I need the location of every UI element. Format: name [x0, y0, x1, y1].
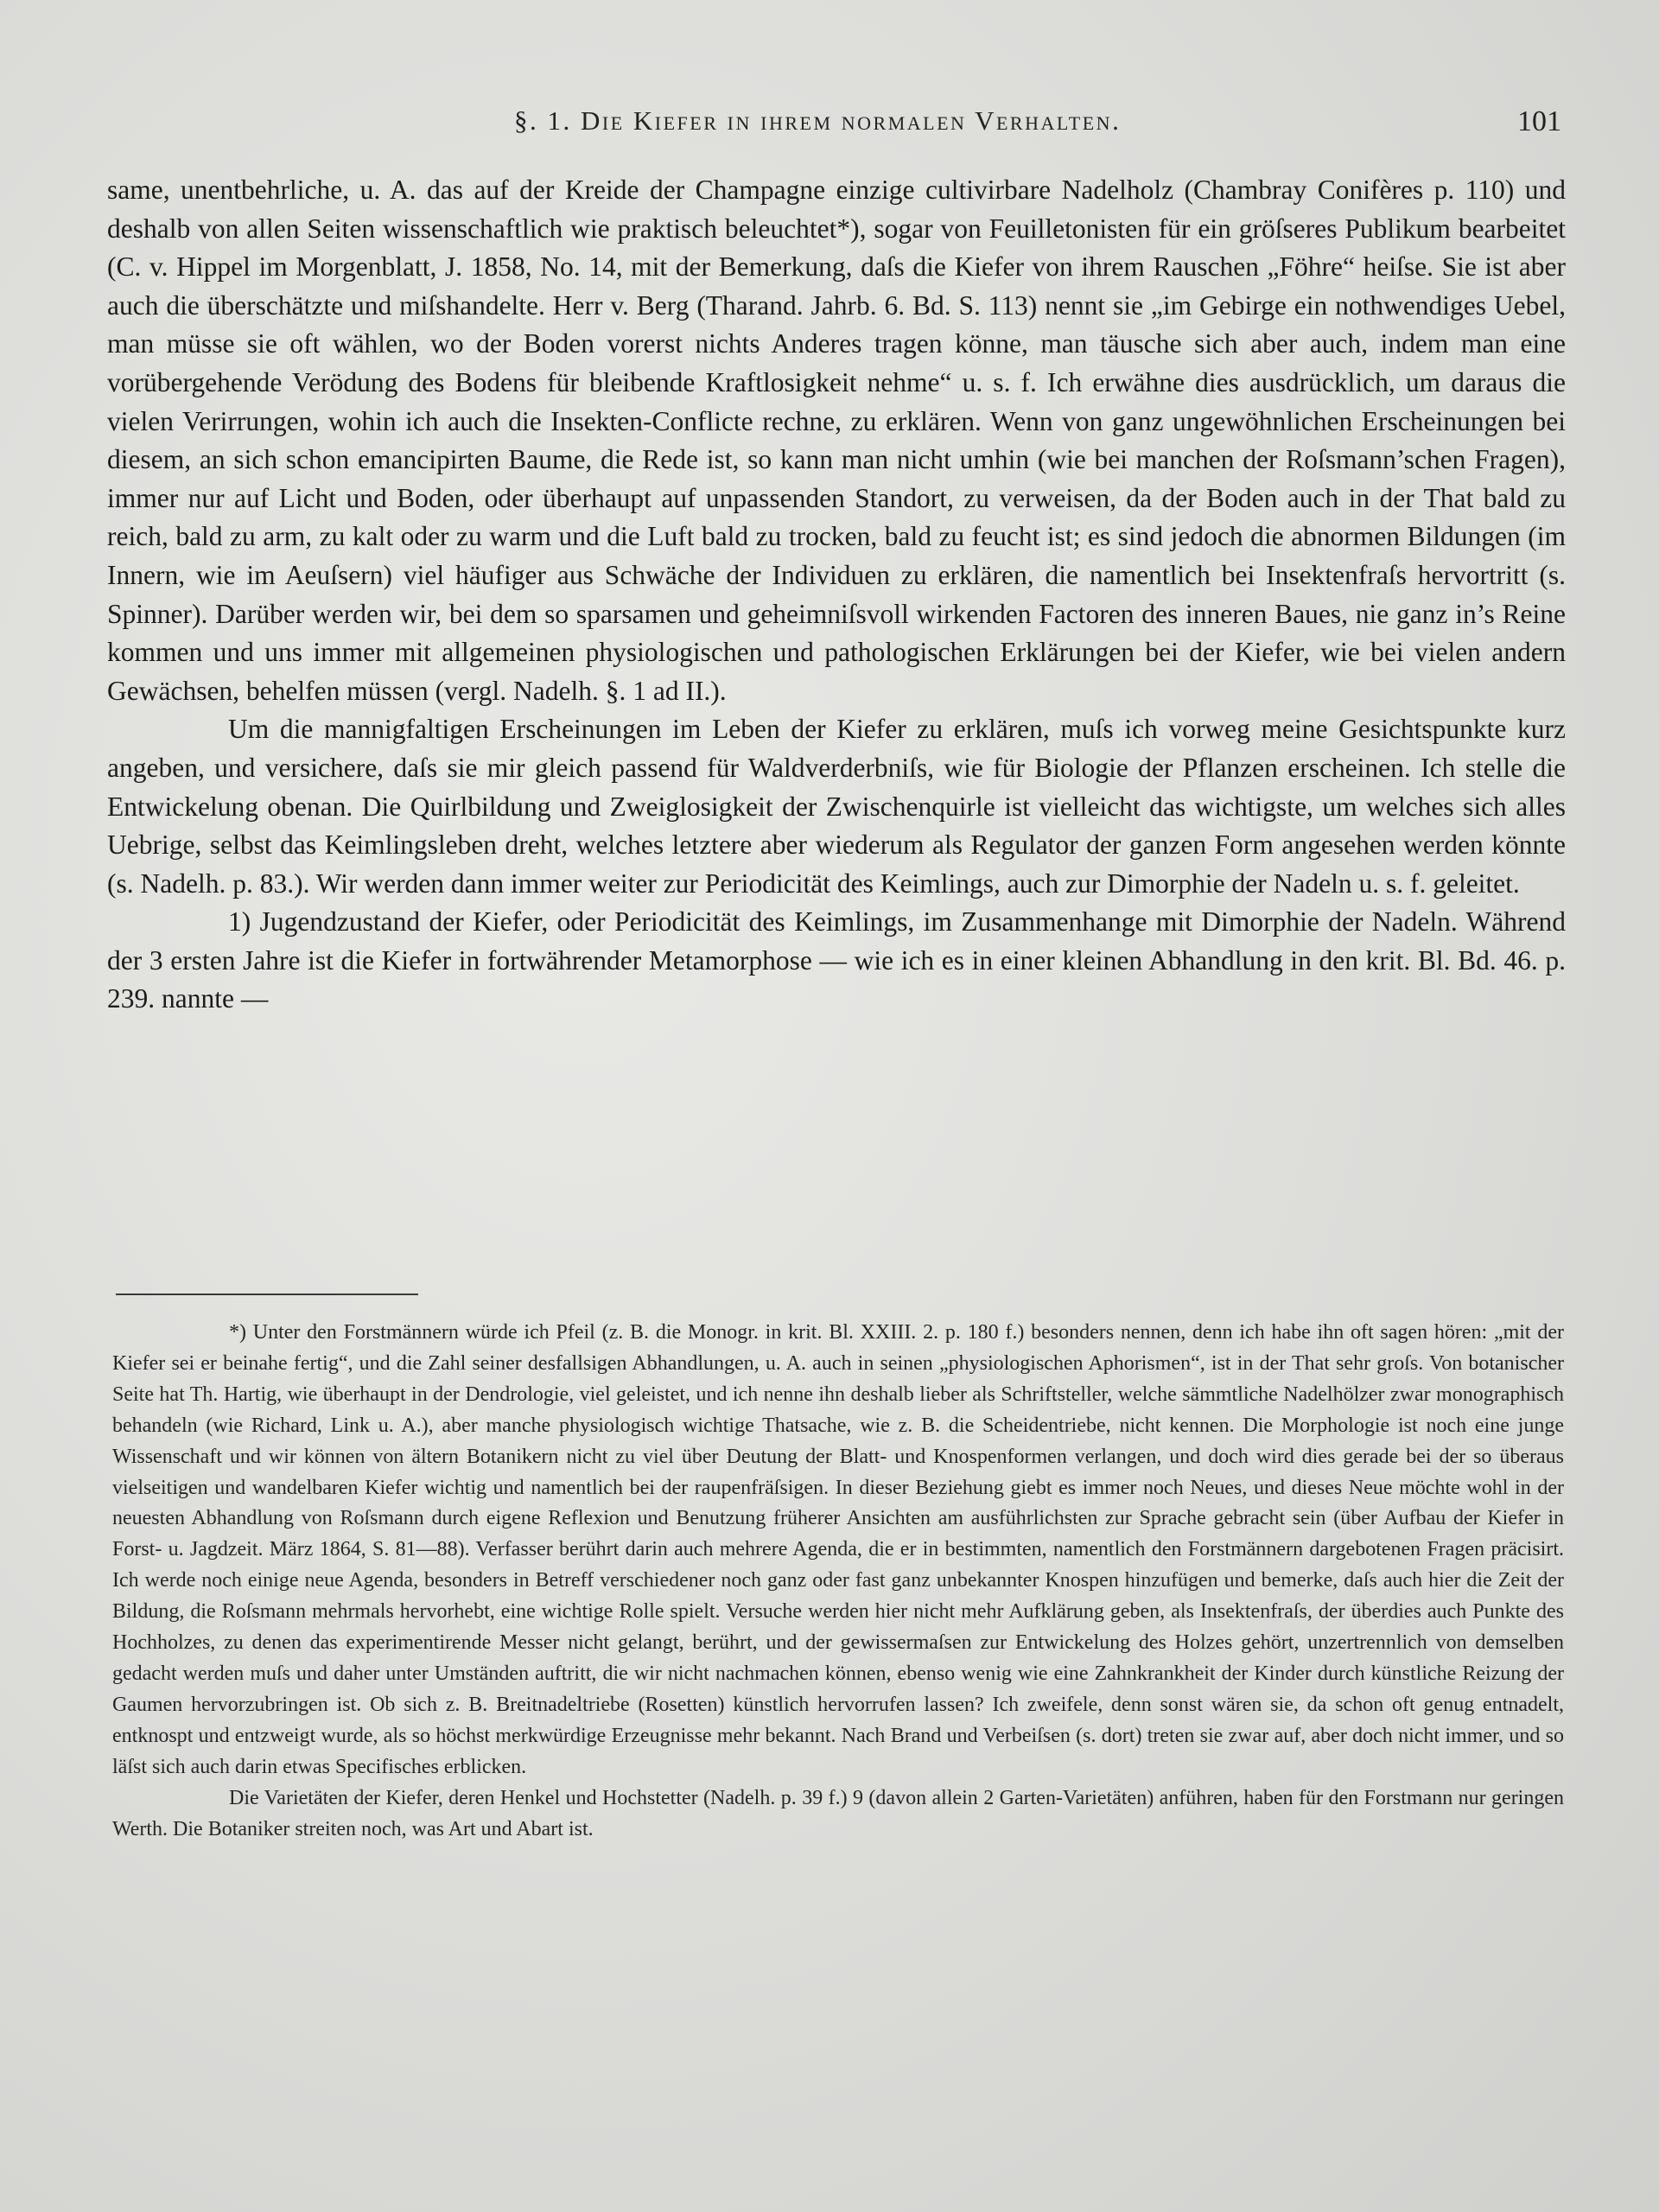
footnotes	[112, 1318, 1564, 1845]
paragraph: Um die mannigfaltigen Erscheinungen im Leben der Kiefer zu erklären, muſs ich vorweg meine Gesichtspunkte kurz angeben, und versichere, daſs sie mir gleich passend für Waldverderbniſs, wie für Biologie der Pflanzen erscheinen. Ich stelle die Entwickelung obenan. Die Quirlbildung und Zweiglosigkeit der Zwischenquirle ist vielleicht das wichtigste, um welches sich alles Uebrige, selbst das Keimlingsleben dreht, welches letztere aber wiederum als Regulator der ganzen Form angesehen werden könnte (s. Nadelh. p. 83.). Wir werden dann immer weiter zur Periodicität des Keimlings, auch zur Dimorphie der Nadeln u. s. f. geleitet.	[107, 714, 1566, 899]
footnote-paragraph: Die Varietäten der Kiefer, deren Henkel und Hochstetter (Nadelh. p. 39 f.) 9 (davon allein 2 Garten-Varietäten) anführen, haben für den Forstmann nur geringen Werth. Die Botaniker streiten noch, was Art und Abart ist.	[112, 1786, 1564, 1840]
paragraph: 1) Jugendzustand der Kiefer, oder Periodicität des Keimlings, im Zusammenhange mit Dimorphie der Nadeln. Während der 3 ersten Jahre ist die Kiefer in fortwährender Metamorphose — wie ich es in einer kleinen Abhandlung in den krit. Bl. Bd. 46. p. 239. nannte —	[107, 906, 1566, 1014]
page-number: 101	[1517, 105, 1561, 137]
running-head: §. 1. Die Kiefer in ihrem normalen Verhalten.	[514, 105, 1122, 136]
footnote-divider	[116, 1294, 418, 1295]
page-header	[0, 105, 1659, 149]
paragraph: same, unentbehrliche, u. A. das auf der Kreide der Champagne einzige cultivirbare Nadelholz (Chambray Conifères p. 110) und deshalb von allen Seiten wissenschaftlich wie praktisch beleuchtet*), sogar von Feuilletonisten für ein gröſseres Publikum bearbeitet (C. v. Hippel im Morgenblatt, J. 1858, No. 14, mit der Bemerkung, daſs die Kiefer von ihrem Rauschen „Föhre“ heiſse. Sie ist aber auch die überschätzte und miſshandelte. Herr v. Berg (Tharand. Jahrb. 6. Bd. S. 113) nennt sie „im Gebirge ein nothwendiges Uebel, man müsse sie oft wählen, wo der Boden vorerst nichts Anderes tragen könne, man täusche sich aber auch, indem man eine vorübergehende Verödung des Bodens für bleibende Kraftlosigkeit nehme“ u. s. f. Ich erwähne dies ausdrücklich, um daraus die vielen Verirrungen, wohin ich auch die Insekten-Conflicte rechne, zu erklären. Wenn von ganz ungewöhnlichen Erscheinungen bei diesem, an sich schon emancipirten Baume, die Rede ist, so kann man nicht umhin (wie bei manchen der Roſsmann’schen Fragen), immer nur auf Licht und Boden, oder überhaupt auf unpassenden Standort, zu verweisen, da der Boden auch in der That bald zu reich, bald zu arm, zu kalt oder zu warm und die Luft bald zu trocken, bald zu feucht ist; es sind jedoch die abnormen Bildungen (im Innern, wie im Aeuſsern) viel häufiger aus Schwäche der Individuen zu erklären, die namentlich bei Insektenfraſs hervortritt (s. Spinner). Darüber werden wir, bei dem so sparsamen und geheimniſsvoll wirkenden Factoren des inneren Baues, nie ganz in’s Reine kommen und uns immer mit allgemeinen physiologischen und pathologischen Erklärungen bei der Kiefer, wie bei vielen andern Gewächsen, behelfen müssen (vergl. Nadelh. §. 1 ad II.).	[107, 175, 1566, 706]
main-text	[107, 171, 1566, 1019]
footnote-paragraph: *) Unter den Forstmännern würde ich Pfeil (z. B. die Monogr. in krit. Bl. XXIII. 2. p. 180 f.) besonders nennen, denn ich habe ihn oft sagen hören: „mit der Kiefer sei er beinahe fertig“, und die Zahl seiner desfallsigen Abhandlungen, u. A. auch in seinen „physiologischen Aphorismen“, ist in der That sehr groſs. Von botanischer Seite hat Th. Hartig, wie überhaupt in der Dendrologie, viel geleistet, und ich nenne ihn deshalb lieber als Schriftsteller, welche sämmtliche Nadelhölzer zwar monographisch behandeln (wie Richard, Link u. A.), aber manche physiologisch wichtige Thatsache, wie z. B. die Scheidentriebe, nicht kennen. Die Morphologie ist noch eine junge Wissenschaft und wir können von ältern Botanikern nicht zu viel über Deutung der Blatt- und Knospenformen verlangen, und doch wird dies gerade bei der so überaus vielseitigen und wandelbaren Kiefer wichtig und namentlich bei der raupenfräſsigen. In dieser Beziehung giebt es immer noch Neues, und dieses Neue möchte wohl in der neuesten Abhandlung von Roſsmann durch eigene Reflexion und Benutzung früherer Ansichten am ausführlichsten zur Sprache gebracht sein (über Aufbau der Kiefer in Forst- u. Jagdzeit. März 1864, S. 81—88). Verfasser berührt darin auch mehrere Agenda, die er in bestimmten, namentlich den Forstmännern dargebotenen Fragen präcisirt. Ich werde noch einige neue Agenda, besonders in Betreff verschiedener noch ganz oder fast ganz unbekannter Knospen hinzufügen und bemerke, daſs auch hier die Zeit der Bildung, die Roſsmann mehrmals hervorhebt, eine wichtige Rolle spielt. Versuche werden hier nicht mehr Aufklärung geben, als Insektenfraſs, der überdies auch Punkte des Hochholzes, zu denen das experimentirende Messer nicht gelangt, berührt, und der gewissermaſsen zur Entwickelung des Holzes gehört, unzertrennlich von demselben gedacht werden muſs und daher unter Umständen auftritt, die wir nicht nachmachen können, ebenso wenig wie eine Zahnkrankheit der Kinder durch künstliche Reizung der Gaumen hervorzubringen ist. Ob sich z. B. Breitnadeltriebe (Rosetten) künstlich hervorrufen lassen? Ich zweifele, denn sonst wären sie, da schon oft genug entnadelt, entknospt und entzweigt wurde, als so höchst merkwürdige Erzeugnisse mehr bekannt. Nach Brand und Verbeiſsen (s. dort) treten sie zwar auf, aber doch nicht immer, und so läſst sich auch darin etwas Specifisches erblicken.	[112, 1321, 1564, 1778]
